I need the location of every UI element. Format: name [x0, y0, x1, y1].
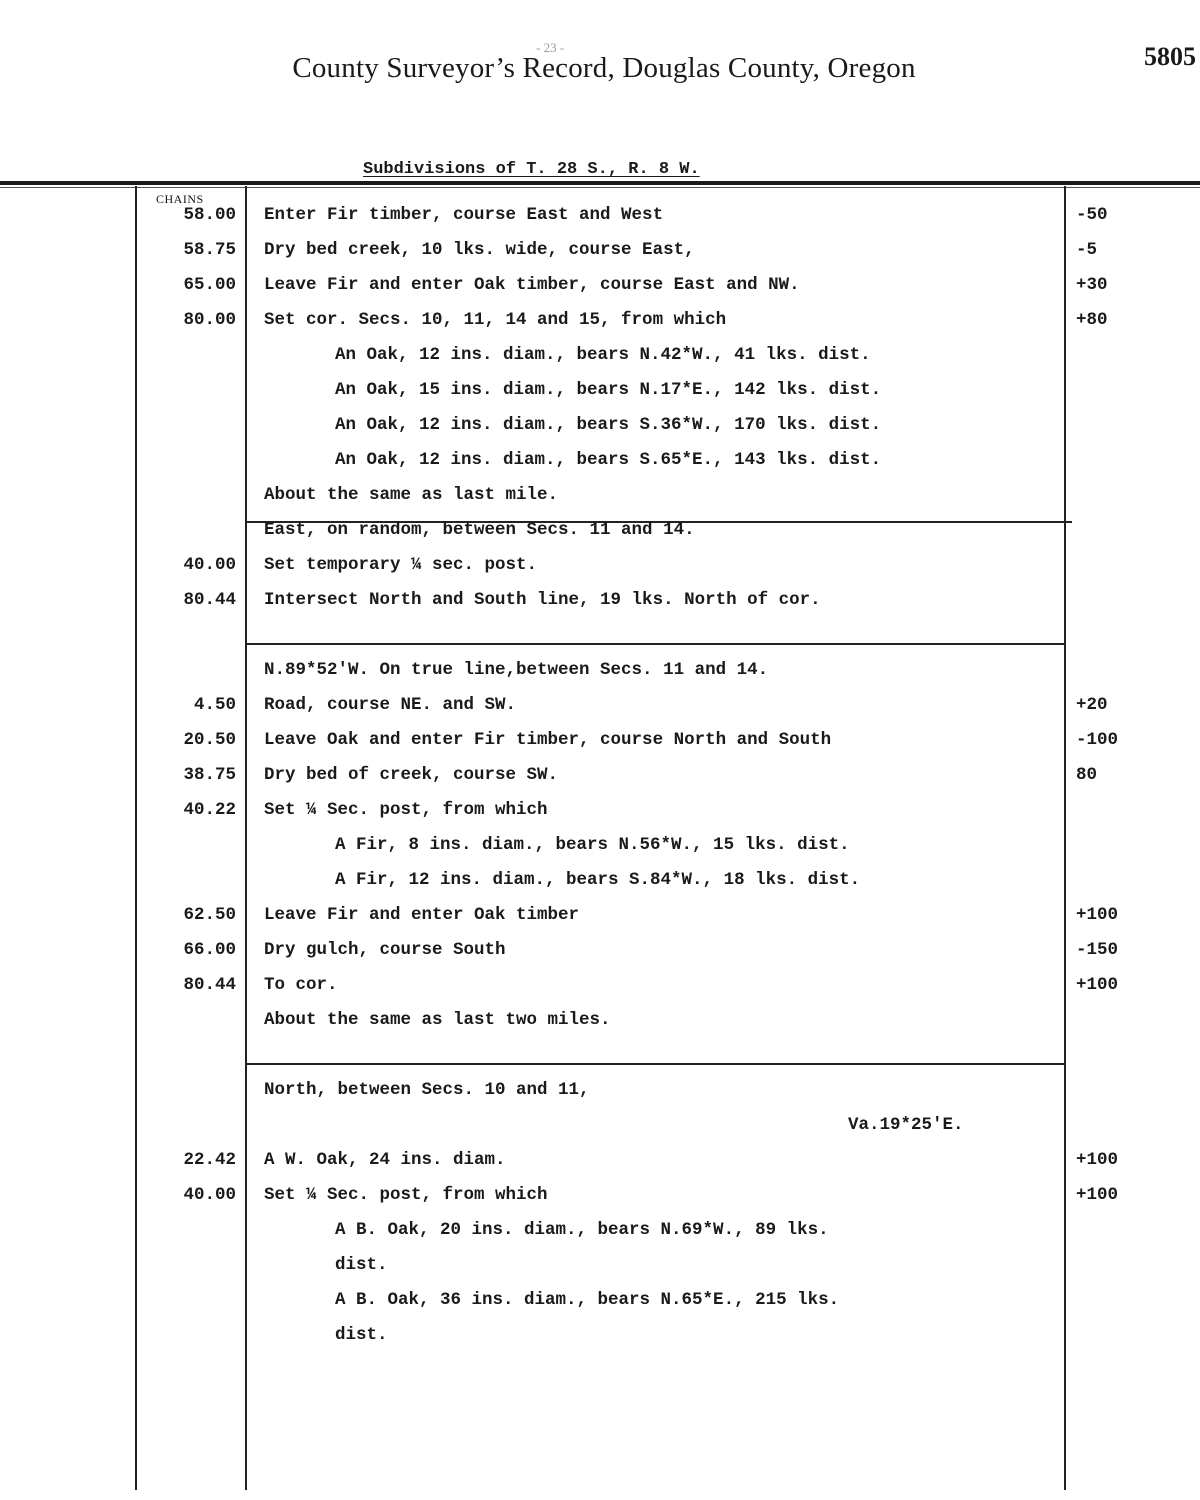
page-title: County Surveyor’s Record, Douglas County, Oregon — [292, 52, 916, 84]
elevation-change: +80 — [1076, 310, 1108, 330]
note-text: Leave Oak and enter Fir timber, course North and South — [264, 730, 832, 750]
note-text: Leave Fir and enter Oak timber — [264, 905, 580, 925]
note-text: An Oak, 12 ins. diam., bears S.65*E., 143 lks. dist. — [335, 450, 882, 470]
note-text: Leave Fir and enter Oak timber, course East and NW. — [264, 275, 800, 295]
note-row — [0, 1115, 1200, 1150]
note-text: North, between Secs. 10 and 11, — [264, 1080, 590, 1100]
note-row — [0, 415, 1200, 450]
note-row — [0, 555, 1200, 590]
note-text: dist. — [335, 1325, 388, 1345]
elevation-change: +100 — [1076, 975, 1119, 995]
note-text: A Fir, 12 ins. diam., bears S.84*W., 18 lks. dist. — [335, 870, 861, 890]
note-row — [0, 1080, 1200, 1115]
note-text: dist. — [335, 1255, 388, 1275]
note-text: Set ¼ Sec. post, from which — [264, 800, 548, 820]
note-row — [0, 940, 1200, 975]
page-number: 5805 — [1144, 42, 1196, 71]
elevation-change: 80 — [1076, 765, 1098, 785]
note-row — [0, 310, 1200, 345]
elevation-change: +100 — [1076, 905, 1119, 925]
chain-distance: 40.00 — [183, 1185, 236, 1205]
chain-distance: 80.44 — [183, 975, 236, 995]
note-row — [0, 835, 1200, 870]
note-row — [0, 1185, 1200, 1220]
section-separator — [246, 1063, 1065, 1065]
note-row — [0, 485, 1200, 520]
note-row — [0, 1290, 1200, 1325]
note-row — [0, 205, 1200, 240]
chain-distance: 22.42 — [183, 1150, 236, 1170]
page-mark: - 23 - — [536, 40, 565, 55]
note-text: Set temporary ¼ sec. post. — [264, 555, 538, 575]
elevation-change: -150 — [1076, 940, 1119, 960]
note-text: A W. Oak, 24 ins. diam. — [264, 1150, 506, 1170]
note-text: About the same as last two miles. — [264, 1010, 611, 1030]
elevation-change: +30 — [1076, 275, 1108, 295]
note-text: A B. Oak, 20 ins. diam., bears N.69*W., 89 lks. — [335, 1220, 829, 1240]
note-row — [0, 1150, 1200, 1185]
chain-distance: 38.75 — [183, 765, 236, 785]
note-row — [0, 1325, 1200, 1360]
section-subtitle: Subdivisions of T. 28 S., R. 8 W. — [363, 160, 700, 179]
elevation-change: +20 — [1076, 695, 1108, 715]
note-text: Road, course NE. and SW. — [264, 695, 517, 715]
chain-distance: 58.00 — [183, 205, 236, 225]
note-row — [0, 520, 1200, 555]
note-text: An Oak, 12 ins. diam., bears S.36*W., 170 lks. dist. — [335, 415, 882, 435]
note-row — [0, 730, 1200, 765]
chain-distance: 40.00 — [183, 555, 236, 575]
note-row — [0, 800, 1200, 835]
note-text: Intersect North and South line, 19 lks. North of cor. — [264, 590, 821, 610]
note-row — [0, 590, 1200, 625]
chain-distance: 66.00 — [183, 940, 236, 960]
note-row — [0, 660, 1200, 695]
note-row — [0, 240, 1200, 275]
note-text: Enter Fir timber, course East and West — [264, 205, 664, 225]
note-text: About the same as last mile. — [264, 485, 559, 505]
note-row — [0, 1255, 1200, 1290]
elevation-change: -50 — [1076, 205, 1108, 225]
chain-distance: 20.50 — [183, 730, 236, 750]
note-row — [0, 450, 1200, 485]
note-row — [0, 695, 1200, 730]
note-row — [0, 765, 1200, 800]
note-text: Dry bed of creek, course SW. — [264, 765, 559, 785]
chain-distance: 58.75 — [183, 240, 236, 260]
section-separator — [246, 643, 1065, 645]
note-text: East, on random, between Secs. 11 and 14. — [264, 520, 695, 540]
note-row — [0, 975, 1200, 1010]
note-row — [0, 275, 1200, 310]
note-text: An Oak, 15 ins. diam., bears N.17*E., 142 lks. dist. — [335, 380, 882, 400]
note-row — [0, 870, 1200, 905]
note-text: Dry gulch, course South — [264, 940, 506, 960]
header-rule-thin — [0, 187, 1200, 188]
note-text: To cor. — [264, 975, 338, 995]
chain-distance: 4.50 — [193, 695, 236, 715]
note-row — [0, 1220, 1200, 1255]
elevation-change: -100 — [1076, 730, 1119, 750]
chain-distance: 62.50 — [183, 905, 236, 925]
note-text: A Fir, 8 ins. diam., bears N.56*W., 15 lks. dist. — [335, 835, 850, 855]
chain-distance: 65.00 — [183, 275, 236, 295]
elevation-change: -5 — [1076, 240, 1098, 260]
header-rule — [0, 181, 1200, 185]
note-row — [0, 345, 1200, 380]
elevation-change: +100 — [1076, 1185, 1119, 1205]
chains-column-label: CHAINS — [156, 192, 204, 206]
note-text: An Oak, 12 ins. diam., bears N.42*W., 41 lks. dist. — [335, 345, 871, 365]
note-row — [0, 905, 1200, 940]
note-row — [0, 1010, 1200, 1045]
note-text: Va.19*25'E. — [848, 1115, 964, 1135]
note-text: A B. Oak, 36 ins. diam., bears N.65*E., 215 lks. — [335, 1290, 840, 1310]
note-text: Set cor. Secs. 10, 11, 14 and 15, from which — [264, 310, 727, 330]
note-text: Set ¼ Sec. post, from which — [264, 1185, 548, 1205]
chain-distance: 40.22 — [183, 800, 236, 820]
note-text: Dry bed creek, 10 lks. wide, course East, — [264, 240, 695, 260]
chain-distance: 80.00 — [183, 310, 236, 330]
note-row — [0, 380, 1200, 415]
chain-distance: 80.44 — [183, 590, 236, 610]
elevation-change: +100 — [1076, 1150, 1119, 1170]
note-text: N.89*52'W. On true line,between Secs. 11 and 14. — [264, 660, 769, 680]
